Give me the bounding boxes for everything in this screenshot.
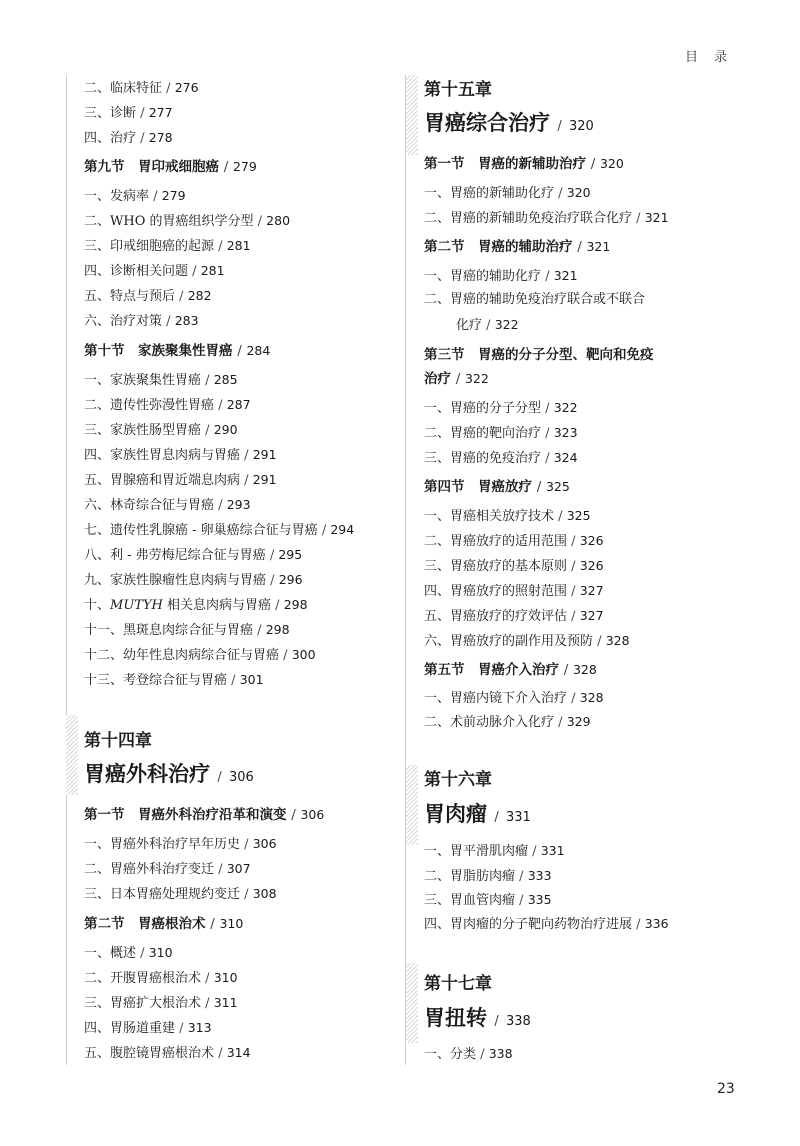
page-ref: 320: [566, 185, 591, 200]
toc-entry[interactable]: 二、临床特征 / 276: [84, 80, 199, 96]
toc-entry[interactable]: 二、胃脂肪肉瘤 / 333: [424, 868, 552, 884]
page-ref: 325: [566, 508, 591, 523]
toc-entry[interactable]: 十三、考登综合征与胃癌 / 301: [84, 672, 264, 688]
page-separator: /: [244, 837, 249, 852]
chapter-label: 第十六章: [424, 770, 492, 790]
toc-entry[interactable]: 三、胃血管肉瘤 / 335: [424, 892, 552, 908]
page-ref: 283: [174, 313, 199, 328]
chapter-label: 第十五章: [424, 80, 492, 100]
toc-entry[interactable]: 四、治疗 / 278: [84, 130, 173, 146]
toc-entry[interactable]: 二、WHO 的胃癌组织学分型 / 280: [84, 213, 291, 229]
page-separator: /: [179, 1021, 184, 1036]
toc-section-heading[interactable]: 第十节 家族聚集性胃癌 / 284: [84, 343, 271, 359]
page-separator: /: [571, 584, 576, 599]
chapter-hatch-decoration: [406, 963, 418, 1043]
page-separator: /: [486, 318, 491, 333]
page-separator: /: [563, 662, 569, 678]
page-separator: /: [283, 648, 288, 663]
page-ref: 320: [599, 156, 624, 171]
chapter-title[interactable]: 胃癌综合治疗 / 320: [424, 111, 594, 135]
page-ref: 327: [579, 608, 604, 623]
chapter-hatch-decoration: [406, 765, 418, 845]
page-ref: 307: [226, 861, 251, 876]
page-separator: /: [179, 289, 184, 304]
page-separator: /: [571, 559, 576, 574]
page-separator: /: [257, 623, 262, 638]
page-separator: /: [494, 810, 499, 825]
page-separator: /: [597, 634, 602, 649]
toc-entry[interactable]: 一、胃癌的分子分型 / 322: [424, 400, 578, 416]
toc-entry[interactable]: 五、胃腺癌和胃近端息肉病 / 291: [84, 472, 277, 488]
toc-entry[interactable]: 二、开腹胃癌根治术 / 310: [84, 970, 238, 986]
page-ref: 310: [213, 970, 238, 985]
toc-entry[interactable]: 一、分类 / 338: [424, 1046, 513, 1062]
page-ref: 287: [226, 397, 251, 412]
toc-entry[interactable]: 六、胃癌放疗的副作用及预防 / 328: [424, 633, 630, 649]
toc-entry[interactable]: 二、术前动脉介入化疗 / 329: [424, 714, 591, 730]
page-number: 23: [717, 1081, 735, 1097]
page-ref: 338: [488, 1046, 513, 1061]
toc-entry[interactable]: 三、日本胃癌处理规约变迁 / 308: [84, 886, 277, 902]
page-ref: 282: [187, 288, 212, 303]
page-ref: 279: [232, 159, 257, 174]
page-separator: /: [244, 448, 249, 463]
page-ref: 284: [246, 343, 271, 358]
page-separator: /: [577, 239, 582, 255]
toc-entry[interactable]: 七、遗传性乳腺癌 - 卵巢癌综合征与胃癌 / 294: [84, 522, 355, 538]
page-separator: /: [205, 996, 210, 1011]
page-separator: /: [590, 156, 596, 172]
page-separator: /: [269, 548, 275, 563]
toc-section-heading[interactable]: 第二节 胃癌根治术 / 310: [84, 916, 244, 932]
page-separator: /: [218, 1046, 223, 1061]
toc-entry[interactable]: 三、诊断 / 277: [84, 105, 173, 121]
toc-entry[interactable]: 一、胃平滑肌肉瘤 / 331: [424, 843, 565, 859]
page-separator: /: [558, 186, 563, 201]
chapter-hatch-decoration: [406, 75, 418, 155]
page-ref: 298: [265, 622, 290, 637]
toc-entry[interactable]: 六、林奇综合征与胃癌 / 293: [84, 497, 251, 513]
toc-entry[interactable]: 一、家族聚集性胃癌 / 285: [84, 372, 238, 388]
toc-section-heading[interactable]: 第九节 胃印戒细胞癌 / 279: [84, 159, 257, 175]
page-ref: 313: [187, 1020, 212, 1035]
page-ref: 321: [553, 268, 578, 283]
page-ref: 326: [579, 558, 604, 573]
page-ref: 335: [527, 892, 552, 907]
page-separator: /: [192, 264, 197, 279]
page-ref: 296: [278, 572, 303, 587]
page-separator: /: [153, 189, 158, 204]
page-ref: 320: [569, 119, 594, 134]
page-ref: 331: [506, 810, 531, 825]
page-ref: 311: [213, 995, 238, 1010]
page-ref: 322: [553, 400, 578, 415]
toc-entry[interactable]: 二、胃癌的靶向治疗 / 323: [424, 425, 578, 441]
page-separator: /: [223, 159, 229, 175]
toc-entry[interactable]: 一、概述 / 310: [84, 945, 173, 961]
page-separator: /: [558, 715, 563, 730]
page-ref: 321: [644, 210, 669, 225]
toc-section-heading[interactable]: 第四节 胃癌放疗 / 325: [424, 479, 570, 495]
page-separator: /: [455, 371, 461, 387]
page-separator: /: [244, 473, 249, 488]
page-separator: /: [140, 946, 145, 961]
toc-entry[interactable]: 四、胃癌放疗的照射范围 / 327: [424, 583, 604, 599]
page-separator: /: [545, 426, 550, 441]
page-ref: 338: [506, 1014, 531, 1029]
page-separator: /: [571, 609, 576, 624]
page-separator: /: [140, 106, 145, 121]
chapter-title[interactable]: 胃癌外科治疗 / 306: [84, 762, 254, 786]
page-separator: /: [218, 498, 223, 513]
toc-section-heading[interactable]: 第三节 胃癌的分子分型、靶向和免疫: [424, 347, 654, 363]
page-separator: /: [275, 598, 280, 613]
page-separator: /: [558, 509, 563, 524]
page-ref: 328: [572, 662, 597, 677]
page-separator: /: [545, 269, 550, 284]
left-column-rule: [66, 75, 67, 1065]
page-separator: /: [480, 1047, 485, 1062]
page-ref: 291: [252, 447, 277, 462]
page-separator: /: [166, 314, 171, 329]
page-separator: /: [636, 211, 641, 226]
chapter-title[interactable]: 胃肉瘤 / 331: [424, 802, 531, 826]
chapter-title[interactable]: 胃扭转 / 338: [424, 1006, 531, 1030]
toc-entry[interactable]: 十、MUTYH 相关息肉病与胃癌 / 298: [84, 597, 308, 613]
page-ref: 298: [283, 597, 308, 612]
page-ref: 327: [579, 583, 604, 598]
toc-section-heading[interactable]: 第一节 胃癌的新辅助治疗 / 320: [424, 156, 624, 172]
toc-entry[interactable]: 二、遗传性弥漫性胃癌 / 287: [84, 397, 251, 413]
page-ref: 285: [213, 372, 238, 387]
center-column-rule: [405, 75, 406, 1065]
page-separator: /: [205, 423, 210, 438]
page-ref: 278: [148, 130, 173, 145]
page-ref: 322: [464, 371, 489, 386]
page-ref: 333: [527, 868, 552, 883]
toc-entry[interactable]: 五、腹腔镜胃癌根治术 / 314: [84, 1045, 251, 1061]
toc-entry[interactable]: 二、胃癌外科治疗变迁 / 307: [84, 861, 251, 877]
page-ref: 336: [644, 916, 669, 931]
page-separator: /: [244, 887, 249, 902]
page-ref: 310: [219, 916, 244, 931]
page-ref: 295: [278, 547, 303, 562]
chapter-hatch-decoration: [66, 715, 78, 795]
page-separator: /: [166, 81, 171, 96]
page-ref: 276: [174, 80, 199, 95]
page-ref: 324: [553, 450, 578, 465]
toc-entry[interactable]: 一、胃癌相关放疗技术 / 325: [424, 508, 591, 524]
page-ref: 300: [291, 647, 316, 662]
toc-entry[interactable]: 二、胃癌的新辅助免疫治疗联合化疗 / 321: [424, 210, 669, 226]
page-separator: /: [218, 398, 223, 413]
page-ref: 306: [229, 770, 254, 785]
page-ref: 290: [213, 422, 238, 437]
page-ref: 306: [300, 807, 325, 822]
toc-entry[interactable]: 一、发病率 / 279: [84, 188, 186, 204]
page-ref: 322: [494, 317, 519, 332]
toc-entry[interactable]: 五、胃癌放疗的疗效评估 / 327: [424, 608, 604, 624]
page-separator: /: [571, 691, 576, 706]
page-ref: 294: [330, 522, 355, 537]
toc-entry[interactable]: 四、胃肠道重建 / 313: [84, 1020, 212, 1036]
toc-section-heading-continuation[interactable]: 治疗 / 322: [424, 371, 489, 387]
page-separator: /: [140, 131, 145, 146]
page-ref: 279: [161, 188, 186, 203]
toc-entry[interactable]: 四、胃肉瘤的分子靶向药物治疗进展 / 336: [424, 916, 669, 932]
page-separator: /: [217, 770, 222, 785]
toc-section-heading[interactable]: 第一节 胃癌外科治疗沿革和演变 / 306: [84, 807, 325, 823]
toc-entry[interactable]: 三、印戒细胞癌的起源 / 281: [84, 238, 251, 254]
page-separator: /: [321, 523, 327, 538]
toc-entry[interactable]: 三、家族性肠型胃癌 / 290: [84, 422, 238, 438]
page-ref: 301: [239, 672, 264, 687]
page-ref: 323: [553, 425, 578, 440]
toc-entry[interactable]: 二、胃癌的辅助免疫治疗联合或不联合: [424, 292, 646, 307]
toc-section-heading[interactable]: 第二节 胃癌的辅助治疗 / 321: [424, 239, 611, 255]
page-separator: /: [636, 917, 641, 932]
toc-entry[interactable]: 四、诊断相关问题 / 281: [84, 263, 225, 279]
page-separator: /: [536, 479, 542, 495]
toc-entry[interactable]: 三、胃癌的免疫治疗 / 324: [424, 450, 578, 466]
toc-entry[interactable]: 三、胃癌放疗的基本原则 / 326: [424, 558, 604, 574]
page-separator: /: [545, 451, 550, 466]
chapter-label: 第十四章: [84, 731, 152, 751]
toc-entry[interactable]: 四、家族性胃息肉病与胃癌 / 291: [84, 447, 277, 463]
toc-entry[interactable]: 五、特点与预后 / 282: [84, 288, 212, 304]
page-separator: /: [291, 807, 296, 823]
page-separator: /: [519, 893, 524, 908]
page-ref: 280: [266, 213, 291, 228]
toc-entry[interactable]: 二、胃癌放疗的适用范围 / 326: [424, 533, 604, 549]
page-separator: /: [557, 119, 562, 134]
header-label: 目 录: [685, 50, 734, 65]
page-separator: /: [545, 401, 550, 416]
page-ref: 328: [579, 690, 604, 705]
toc-entry[interactable]: 一、胃癌的新辅助化疗 / 320: [424, 185, 591, 201]
page-ref: 329: [566, 714, 591, 729]
page-separator: /: [205, 971, 210, 986]
page-ref: 281: [200, 263, 225, 278]
toc-entry-continuation[interactable]: 化疗 / 322: [456, 317, 519, 333]
page-ref: 306: [252, 836, 277, 851]
page-separator: /: [218, 239, 223, 254]
page-ref: 308: [252, 886, 277, 901]
toc-entry[interactable]: 九、家族性腺瘤性息肉病与胃癌 / 296: [84, 572, 303, 588]
page-ref: 325: [545, 479, 570, 494]
page-ref: 291: [252, 472, 277, 487]
page-ref: 331: [540, 843, 565, 858]
page-separator: /: [218, 862, 223, 877]
page-ref: 314: [226, 1045, 251, 1060]
toc-entry[interactable]: 一、胃癌外科治疗早年历史 / 306: [84, 836, 277, 852]
page-separator: /: [519, 869, 524, 884]
toc-entry[interactable]: 六、治疗对策 / 283: [84, 313, 199, 329]
page-ref: 326: [579, 533, 604, 548]
page-separator: /: [210, 916, 215, 932]
page-ref: 310: [148, 945, 173, 960]
toc-entry[interactable]: 三、胃癌扩大根治术 / 311: [84, 995, 238, 1011]
page-ref: 281: [226, 238, 251, 253]
page-separator: /: [257, 214, 263, 229]
page-separator: /: [205, 373, 210, 388]
page-ref: 328: [605, 633, 630, 648]
page-ref: 321: [586, 239, 611, 254]
chapter-label: 第十七章: [424, 974, 492, 994]
toc-entry[interactable]: 一、胃癌的辅助化疗 / 321: [424, 268, 578, 284]
toc-entry[interactable]: 一、胃癌内镜下介入治疗 / 328: [424, 690, 604, 706]
page-separator: /: [231, 673, 236, 688]
page-separator: /: [494, 1014, 499, 1029]
page-ref: 293: [226, 497, 251, 512]
page-separator: /: [571, 534, 576, 549]
page-ref: 277: [148, 105, 173, 120]
page-separator: /: [270, 573, 275, 588]
toc-entry[interactable]: 八、利 - 弗劳梅尼综合征与胃癌 / 295: [84, 547, 303, 563]
toc-section-heading[interactable]: 第五节 胃癌介入治疗 / 328: [424, 662, 597, 678]
page-separator: /: [237, 343, 242, 359]
toc-entry[interactable]: 十二、幼年性息肉病综合征与胃癌 / 300: [84, 647, 316, 663]
toc-entry[interactable]: 十一、黑斑息肉综合征与胃癌 / 298: [84, 622, 290, 638]
page-separator: /: [532, 844, 537, 859]
